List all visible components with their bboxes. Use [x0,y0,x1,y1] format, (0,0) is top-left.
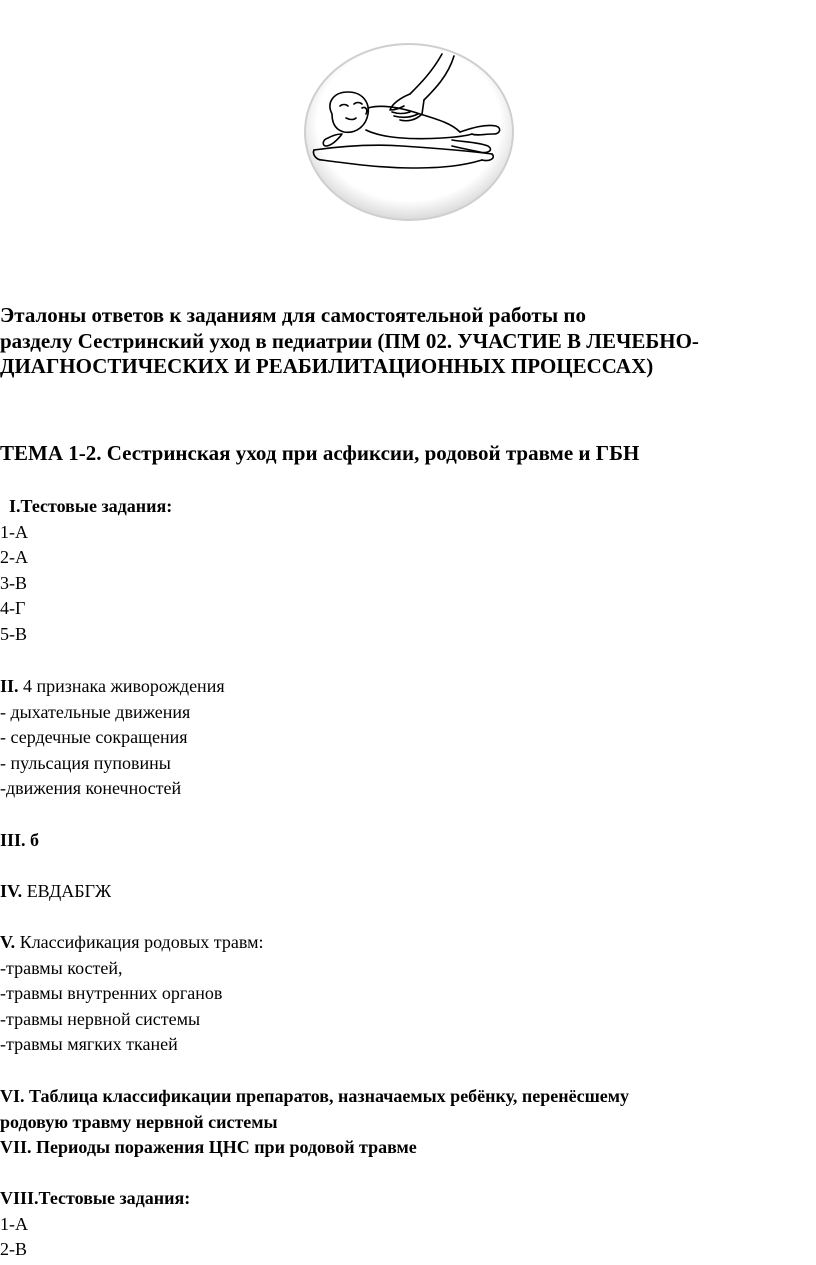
title-line: ДИАГНОСТИЧЕСКИХ И РЕАБИЛИТАЦИОННЫХ ПРОЦЕССАХ) [0,354,654,378]
answer-item: 2-А [0,547,28,567]
list-item: -травмы внутренних органов [0,983,223,1003]
document-title [0,302,816,379]
section-3-text: III. б [0,830,40,850]
answer-item: 4-Г [0,598,26,618]
section-1-heading: I.Тестовые задания: [9,496,173,516]
section-4-numeral: IV. [0,881,23,901]
answer-item: 2-В [0,1239,27,1259]
list-item: -травмы нервной системы [0,1008,201,1029]
section-2 [0,674,225,802]
section-5-numeral: V. [0,932,16,952]
section-8-heading: VIII.Тестовые задания: [0,1188,191,1208]
section-5 [0,930,263,1058]
section-2-title: 4 признака живорождения [18,676,225,696]
section-6-line: VI. Таблица классификации препаратов, назначаемых ребёнку, перенёсшему [0,1086,630,1106]
section-4-text: ЕВДАБГЖ [22,881,112,901]
answer-item: 1-А [0,1213,28,1234]
section-8 [0,1186,190,1263]
section-1 [0,494,172,647]
answer-item: 3-В [0,572,27,593]
title-line: разделу Сестринский уход в педиатрии (ПМ 02. УЧАСТИЕ В ЛЕЧЕБНО- [0,328,699,353]
section-5-title: Классификация родовых травм: [15,932,264,952]
section-6-line: родовую травму нервной системы [0,1111,278,1132]
section-6 [0,1084,629,1161]
section-4 [0,879,111,905]
section-4-line [0,879,111,905]
list-item: -травмы мягких тканей [0,1034,178,1054]
list-item: - дыхательные движения [0,701,191,722]
section-5-heading [0,930,263,956]
topic-heading: ТЕМА 1-2. Сестринская уход при асфиксии, родовой травме и ГБН [0,441,640,465]
list-item: -травмы костей, [0,957,123,978]
list-item: - сердечные сокращения [0,727,188,747]
answer-item: 5-В [0,623,27,644]
section-7-text: VII. Периоды поражения ЦНС при родовой травме [0,1137,417,1157]
list-item: -движения конечностей [0,778,182,798]
section-3 [0,828,39,854]
title-line: Эталоны ответов к заданиям для самостоятельной работы по [0,303,586,327]
section-2-heading [0,674,225,700]
logo-illustration [302,42,516,226]
answer-item: 1-А [0,521,28,542]
section-2-numeral: II. [0,676,19,696]
list-item: - пульсация пуповины [0,752,171,773]
